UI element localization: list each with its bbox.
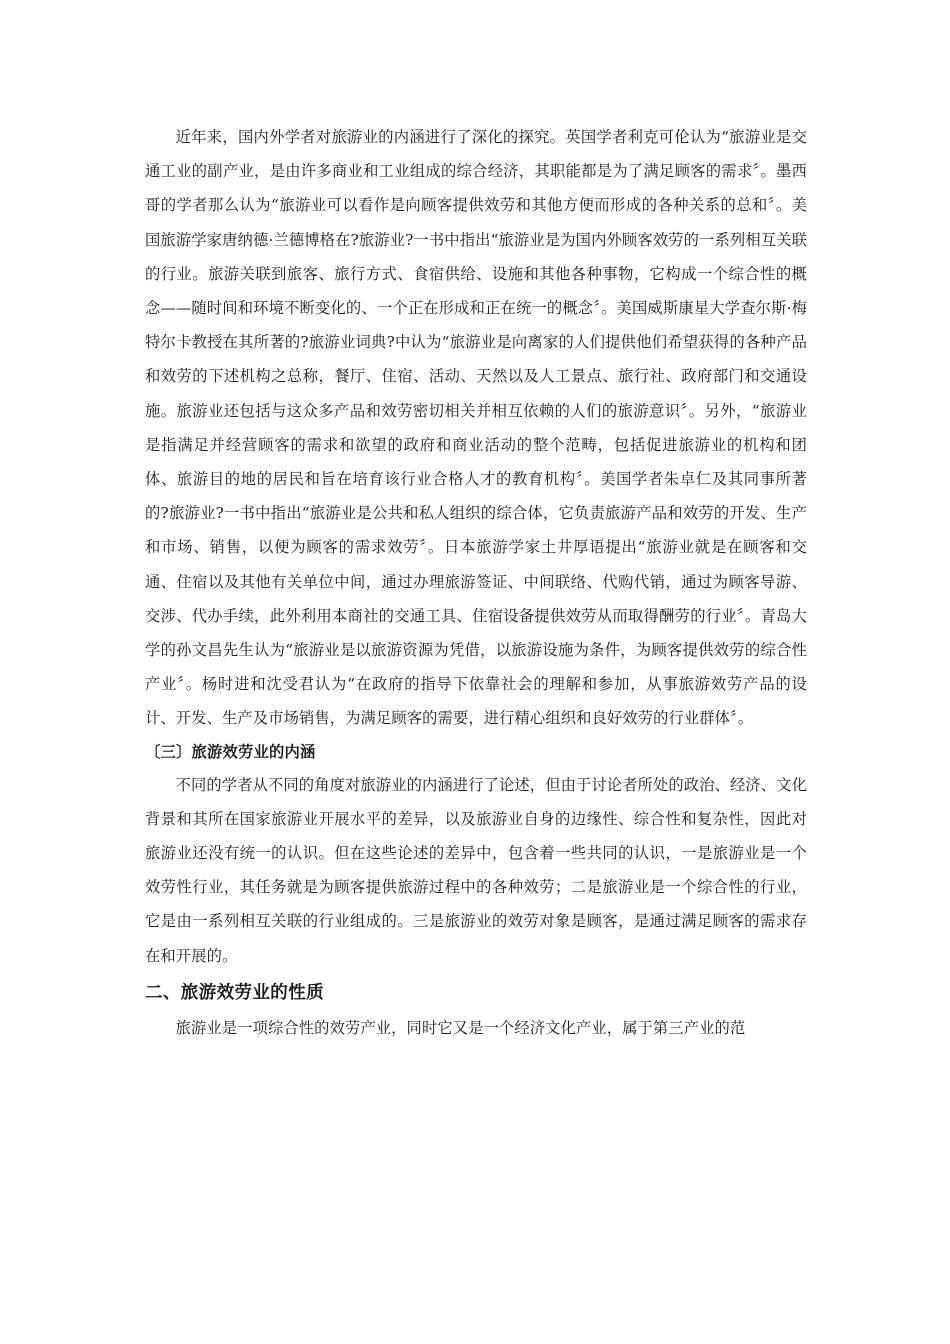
paragraph-common-understanding: 不同的学者从不同的角度对旅游业的内涵进行了论述，但由于讨论者所处的政治、经济、文化背景和其所在国家旅游业开展水平的差异，以及旅游业自身的边缘性、综合性和复杂性，因此对旅游业还没有统一的认识。但在这些论述的差异中，包含着一些共同的认识，一是旅游业是一个效劳性行业，其任务就是为顾客提供旅游过程中的各种效劳；二是旅游业是一个综合性的行业，它是由一系列相互关联的行业组成的。三是旅游业的效劳对象是顾客，是通过满足顾客的需求存在和开展的。 bbox=[145, 775, 807, 965]
section-heading-nature: 二、旅游效劳业的性质 bbox=[145, 982, 324, 1003]
subheading-connotation: 〔三〕旅游效劳业的内涵 bbox=[145, 742, 316, 761]
document-page bbox=[145, 120, 807, 1045]
paragraph-nature: 旅游业是一项综合性的效劳产业，同时它又是一个经济文化产业，属于第三产业的范 bbox=[175, 1018, 746, 1037]
paragraph-definitions: 近年来，国内外学者对旅游业的内涵进行了深化的探究。英国学者利克可伦认为“旅游业是交通工业的副产业，是由许多商业和工业组成的综合经济，其职能都是为了满足顾客的需求〞。墨西哥的学者那么认为“旅游业可以看作是向顾客提供效劳和其他方便而形成的各种关系的总和〞。美国旅游学家唐纳德·兰德博格在?旅游业?一书中指出“旅游业是为国内外顾客效劳的一系列相互关联的行业。旅游关联到旅客、旅行方式、食宿供给、设施和其他各种事物，它构成一个综合性的概念——随时间和环境不断变化的、一个正在形成和正在统一的概念〞。美国威斯康星大学查尔斯·梅特尔卡教授在其所著的?旅游业词典?中认为“旅游业是向离家的人们提供他们希望获得的各种产品和效劳的下述机构之总称，餐厅、住宿、活动、天然以及人工景点、旅行社、政府部门和交通设施。旅游业还包括与这众多产品和效劳密切相关并相互依赖的人们的旅游意识〞。另外，“旅游业是指满足并经营顾客的需求和欲望的政府和商业活动的整个范畴，包括促进旅游业的机构和团体、旅游目的地的居民和旨在培育该行业合格人才的教育机构〞。美国学者朱卓仁及其同事所著的?旅游业?一书中指出“旅游业是公共和私人组织的综合体，它负责旅游产品和效劳的开发、生产和市场、销售，以便为顾客的需求效劳〞。日本旅游学家土井厚语提出“旅游业就是在顾客和交通、住宿以及其他有关单位中间，通过办理旅游签证、中间联络、代购代销，通过为顾客导游、交涉、代办手续，此外利用本商社的交通工具、住宿设备提供效劳从而取得酬劳的行业〞。青岛大学的孙文昌先生认为“旅游业是以旅游资源为凭借，以旅游设施为条件，为顾客提供效劳的综合性产业〞。杨时进和沈受君认为“在政府的指导下依靠社会的理解和参加，从事旅游效劳产品的设计、开发、生产及市场销售，为满足顾客的需要，进行精心组织和良好效劳的行业群体〞。 bbox=[145, 128, 807, 728]
